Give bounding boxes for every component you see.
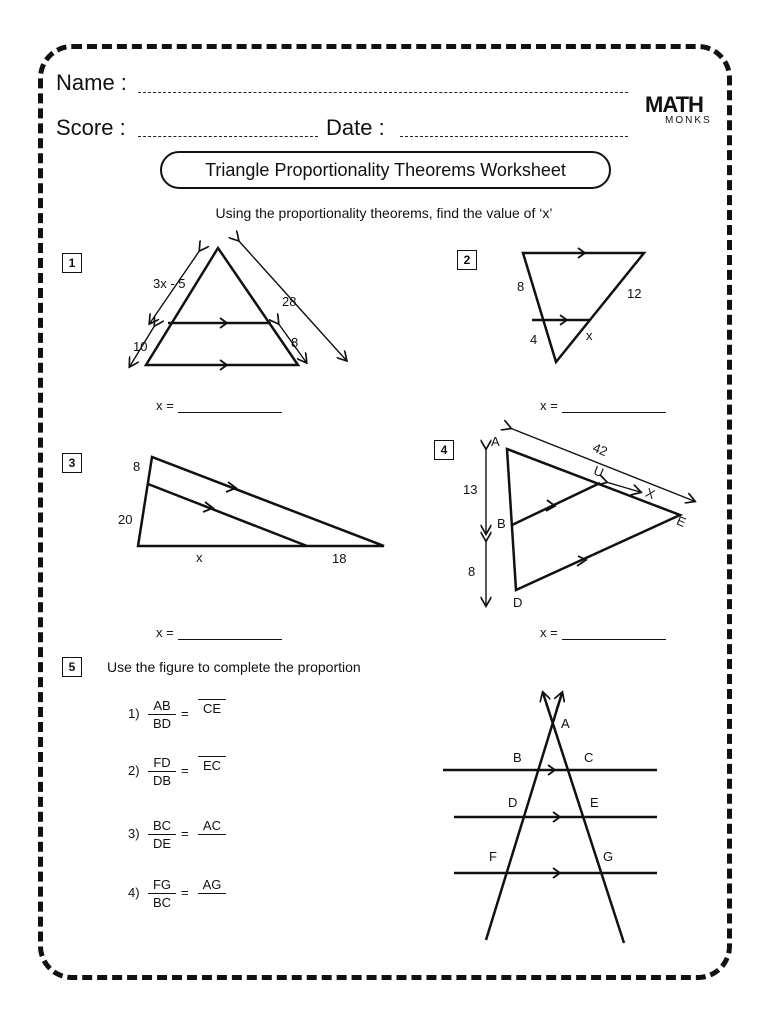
p2-label-4: 4: [530, 332, 538, 347]
proportion-1-index: 1): [128, 706, 140, 721]
p5-prompt: Use the figure to complete the proportion: [107, 659, 361, 675]
proportion-1-den: BD: [152, 716, 172, 731]
p1-label-28: 28: [282, 294, 297, 309]
triangle-3: [138, 457, 384, 546]
p5-label-e: E: [590, 795, 599, 810]
proportion-4-rnum: AG: [198, 877, 226, 894]
p4-label-8: 8: [468, 564, 476, 579]
p3-answer-label: x =: [156, 625, 174, 640]
proportion-3-den: DE: [152, 836, 172, 851]
proportion-2-equals: =: [181, 763, 189, 778]
proportion-2-left: [148, 755, 176, 788]
p4-label-e: E: [674, 512, 689, 531]
triangle-1: [146, 248, 298, 370]
date-label: Date :: [326, 115, 385, 140]
p2-label-x: x: [586, 328, 593, 343]
p5-label-d: D: [508, 795, 518, 810]
logo-word-top: MATH: [645, 92, 703, 117]
p4-label-42: 42: [590, 439, 610, 460]
p5-label-b: B: [513, 750, 522, 765]
p1-label-8: 8: [291, 335, 299, 350]
proportion-4-right: [198, 877, 226, 910]
proportion-4-left: [148, 877, 176, 910]
proportion-4-den: BC: [152, 895, 172, 910]
p2-answer-label: x =: [540, 398, 558, 413]
proportion-3-num: BC: [148, 818, 176, 835]
instruction-text: Using the proportionality theorems, find the value of ‘x’: [215, 205, 553, 221]
proportion-2-right: [198, 755, 226, 773]
proportion-1-left: [148, 698, 176, 731]
proportion-3-rden[interactable]: [198, 835, 226, 851]
p4-label-b: B: [497, 516, 506, 531]
problem-3-number: 3: [62, 453, 82, 473]
proportion-4-index: 4): [128, 885, 140, 900]
triangle-2: [523, 248, 644, 362]
proportion-2-den: DB: [152, 773, 172, 788]
problem-5-number: 5: [62, 657, 82, 677]
proportion-3-equals: =: [181, 826, 189, 841]
p5-label-c: C: [584, 750, 594, 765]
transversal-figure: [443, 693, 657, 943]
p2-label-8: 8: [517, 279, 525, 294]
p2-label-12: 12: [627, 286, 642, 301]
name-label: Name :: [56, 70, 127, 95]
p1-label-3x-5: 3x - 5: [153, 276, 186, 291]
p4-label-a: A: [491, 434, 500, 449]
proportion-3-rnum: AC: [198, 818, 226, 835]
p4-label-d: D: [513, 595, 523, 610]
p3-label-8: 8: [133, 459, 141, 474]
proportion-1-rden: CE: [202, 701, 222, 716]
p4-answer-line[interactable]: [562, 627, 666, 640]
proportion-2-num: FD: [148, 755, 176, 772]
proportion-1-num: AB: [148, 698, 176, 715]
proportion-4-num: FG: [148, 877, 176, 894]
p3-answer[interactable]: [156, 625, 282, 640]
p5-label-a: A: [561, 716, 570, 731]
proportion-4-rden[interactable]: [198, 894, 226, 910]
p5-label-g: G: [603, 849, 614, 864]
p4-label-13: 13: [463, 482, 478, 497]
proportion-3-index: 3): [128, 826, 140, 841]
problem-2-number: 2: [457, 250, 477, 270]
p4-label-u: U: [591, 462, 606, 481]
p4-label-x: X: [643, 484, 658, 503]
p3-label-20: 20: [118, 512, 133, 527]
p1-answer-line[interactable]: [178, 400, 282, 413]
problem-1-number: 1: [62, 253, 82, 273]
proportion-2-index: 2): [128, 763, 140, 778]
p5-label-f: F: [489, 849, 497, 864]
p3-answer-line[interactable]: [178, 627, 282, 640]
proportion-3-right: [198, 818, 226, 851]
p3-label-18: 18: [332, 551, 347, 566]
worksheet-title: Triangle Proportionality Theorems Worksheet: [160, 151, 611, 189]
proportion-4-equals: =: [181, 885, 189, 900]
proportion-1-right: [198, 698, 226, 716]
p1-label-10: 10: [133, 339, 148, 354]
proportion-2-rden: EC: [202, 758, 222, 773]
score-label: Score :: [56, 115, 126, 140]
p4-answer[interactable]: [540, 625, 666, 640]
proportion-1-equals: =: [181, 706, 189, 721]
p1-answer[interactable]: [156, 398, 282, 413]
proportion-3-left: [148, 818, 176, 851]
p3-label-x: x: [196, 550, 203, 565]
p2-answer[interactable]: [540, 398, 666, 413]
p2-answer-line[interactable]: [562, 400, 666, 413]
problem-4-number: 4: [434, 440, 454, 460]
p4-answer-label: x =: [540, 625, 558, 640]
p1-answer-label: x =: [156, 398, 174, 413]
logo-word-bottom: MONKS: [665, 115, 712, 126]
